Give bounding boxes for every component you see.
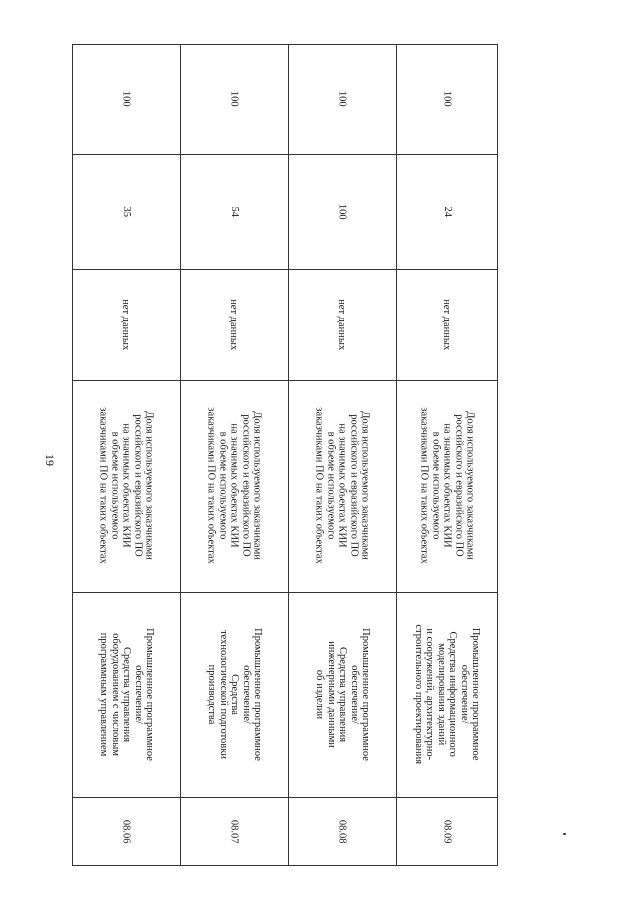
- name-text: Промышленное программное обеспечение/ Средства управления инженерными данными об изделии: [313, 628, 371, 761]
- code-cell: [180, 797, 288, 866]
- baseline-cell: [180, 269, 288, 380]
- value-mid-text: 54: [228, 206, 240, 217]
- value-mid-text: 24: [441, 206, 453, 217]
- value-final-text: 100: [228, 91, 240, 107]
- baseline-text: нет данных: [120, 298, 132, 351]
- name-text: Промышленное программное обеспечение/ Средства технологической подготовки производства: [205, 628, 263, 761]
- value-final-text: 100: [336, 91, 348, 107]
- indicator-text: Доля используемого заказчиками российского и евразийского ПО на значимых объектах КИИ в объеме используемого заказчиками ПО на таких объектах: [97, 407, 155, 565]
- indicator-cell: [72, 380, 180, 592]
- name-text: Промышленное программное обеспечение/ Средства информационного моделирования зданий и сооружений, архитектурно- строительного проектирования: [413, 624, 482, 765]
- name-cell: [396, 592, 498, 797]
- indicator-cell: [396, 380, 498, 592]
- value-final-cell: [288, 44, 396, 154]
- value-mid-cell: [396, 154, 498, 269]
- baseline-text: нет данных: [336, 298, 348, 351]
- baseline-text: нет данных: [228, 298, 240, 351]
- value-mid-cell: [180, 154, 288, 269]
- value-final-cell: [396, 44, 498, 154]
- baseline-cell: [396, 269, 498, 380]
- indicator-text: Доля используемого заказчиками российского и евразийского ПО на значимых объектах КИИ в объеме используемого заказчиками ПО на таких объектах: [418, 407, 476, 565]
- value-mid-text: 100: [336, 203, 348, 220]
- indicator-cell: [288, 380, 396, 592]
- baseline-text: нет данных: [441, 298, 453, 351]
- name-cell: [72, 592, 180, 797]
- code-text: 08.08: [336, 819, 348, 844]
- data-table: [72, 44, 498, 866]
- baseline-cell: [72, 269, 180, 380]
- code-cell: [396, 797, 498, 866]
- indicator-text: Доля используемого заказчиками российского и евразийского ПО на значимых объектах КИИ в объеме используемого заказчиками ПО на таких объектах: [313, 407, 371, 565]
- value-mid-cell: [288, 154, 396, 269]
- value-mid-cell: [72, 154, 180, 269]
- code-text: 08.06: [120, 819, 132, 844]
- value-final-text: 100: [441, 91, 453, 107]
- indicator-text: Доля используемого заказчиками российского и евразийского ПО на значимых объектах КИИ в объеме используемого заказчиками ПО на таких объектах: [205, 407, 263, 565]
- code-text: 08.07: [228, 819, 240, 844]
- code-text: 08.09: [441, 819, 453, 844]
- value-mid-text: 35: [120, 206, 132, 217]
- scan-speck: [563, 833, 566, 835]
- code-cell: [72, 797, 180, 866]
- page-number: 19: [43, 454, 57, 466]
- name-cell: [180, 592, 288, 797]
- indicator-cell: [180, 380, 288, 592]
- value-final-text: 100: [120, 91, 132, 107]
- baseline-cell: [288, 269, 396, 380]
- name-cell: [288, 592, 396, 797]
- value-final-cell: [72, 44, 180, 154]
- name-text: Промышленное программное обеспечение/ Средства управления оборудованием с числовым программным управлением: [97, 628, 155, 761]
- value-final-cell: [180, 44, 288, 154]
- code-cell: [288, 797, 396, 866]
